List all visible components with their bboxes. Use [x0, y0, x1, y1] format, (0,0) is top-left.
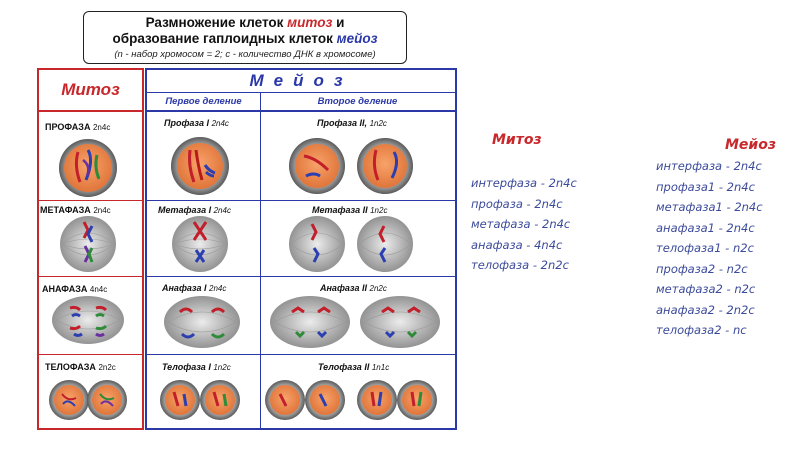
title-subtitle: (n - набор хромосом = 2; с - количество ДНК в хромосоме)	[114, 49, 376, 60]
meioz2-telophase-label: Телофаза II 1n1c	[318, 362, 390, 372]
meioz2-anaphase-cell-left	[270, 296, 350, 348]
meioz1-prophase-label: Профаза I 2n4c	[164, 118, 229, 128]
list-item: профаза - 2n4c	[471, 196, 563, 211]
meioz1-prophase-cell	[171, 137, 229, 195]
meioz2-prophase-cell-left	[289, 138, 345, 194]
meioz-list-title: Мейоз	[725, 137, 776, 153]
meioz-phase-items	[656, 156, 763, 341]
meioz1-metaphase-label: Метафаза I 2n4c	[158, 205, 231, 215]
list-item: интерфаза - 2n4c	[656, 159, 762, 173]
meioz1-anaphase-cell	[164, 296, 240, 348]
meioz2-metaphase-label: Метафаза II 1n2c	[312, 205, 388, 215]
list-item: анафаза1 - 2n4c	[656, 220, 755, 235]
list-item: телофаза2 - nc	[656, 323, 747, 337]
meioz2-metaphase-cell-right	[357, 216, 413, 272]
mitoz-phase-list	[492, 132, 542, 152]
title-text-1: Размножение клеток	[145, 15, 288, 30]
list-item: телофаза - 2n2c	[471, 258, 569, 272]
meioz1-anaphase-label: Анафаза I 2n4c	[162, 283, 227, 293]
meioz2-prophase-cell-right	[357, 138, 413, 194]
meioz2-anaphase-cell-right	[360, 296, 440, 348]
mitoz-phase-items	[471, 173, 577, 276]
mitoz-list-title: Митоз	[492, 132, 542, 148]
mitoz-metaphase-label: МЕТАФАЗА 2n4c	[40, 205, 111, 215]
list-item: метафаза1 - 2n4c	[656, 200, 763, 214]
second-division-header: Второе деление	[260, 92, 455, 112]
mitoz-telophase-label: ТЕЛОФАЗА 2n2c	[45, 362, 116, 372]
list-item: метафаза - 2n4c	[471, 217, 571, 231]
list-item: метафаза2 - n2c	[656, 282, 756, 296]
meioz2-anaphase-label: Анафаза II 2n2c	[320, 283, 387, 293]
title-meioz: мейоз	[336, 31, 378, 46]
title-and: и	[332, 15, 345, 30]
meioz1-telophase-cell	[160, 380, 240, 420]
first-division-header: Первое деление	[147, 92, 260, 112]
list-item: профаза2 - n2c	[656, 261, 748, 276]
title-text-2: образование гаплоидных клеток	[112, 31, 337, 46]
list-item: анафаза2 - 2n2c	[656, 302, 755, 317]
title-mitoz: митоз	[287, 15, 333, 30]
list-item: телофаза1 - n2c	[656, 241, 754, 255]
mitoz-telophase-cell	[49, 380, 127, 420]
mitoz-header: Митоз	[39, 70, 142, 112]
mitoz-prophase-cell	[59, 139, 117, 197]
meioz1-metaphase-cell	[172, 216, 228, 272]
mitoz-anaphase-label: АНАФАЗА 4n4c	[42, 284, 108, 294]
meioz2-telophase-cell-left	[265, 380, 345, 420]
meioz2-metaphase-cell-left	[289, 216, 345, 272]
meioz2-prophase-label: Профаза II, 1n2c	[317, 118, 387, 128]
meioz-header: Мейоз	[147, 70, 455, 93]
mitoz-anaphase-cell	[52, 296, 124, 344]
meioz1-telophase-label: Телофаза I 1n2c	[162, 362, 231, 372]
mitoz-metaphase-cell	[60, 216, 116, 272]
list-item: профаза1 - 2n4c	[656, 179, 755, 194]
meioz2-telophase-cell-right	[357, 380, 437, 420]
list-item: интерфаза - 2n4c	[471, 176, 577, 190]
meioz-phase-list	[725, 137, 776, 157]
mitoz-prophase-label: ПРОФАЗА 2n4c	[45, 122, 111, 132]
list-item: анафаза - 4n4c	[471, 237, 563, 252]
